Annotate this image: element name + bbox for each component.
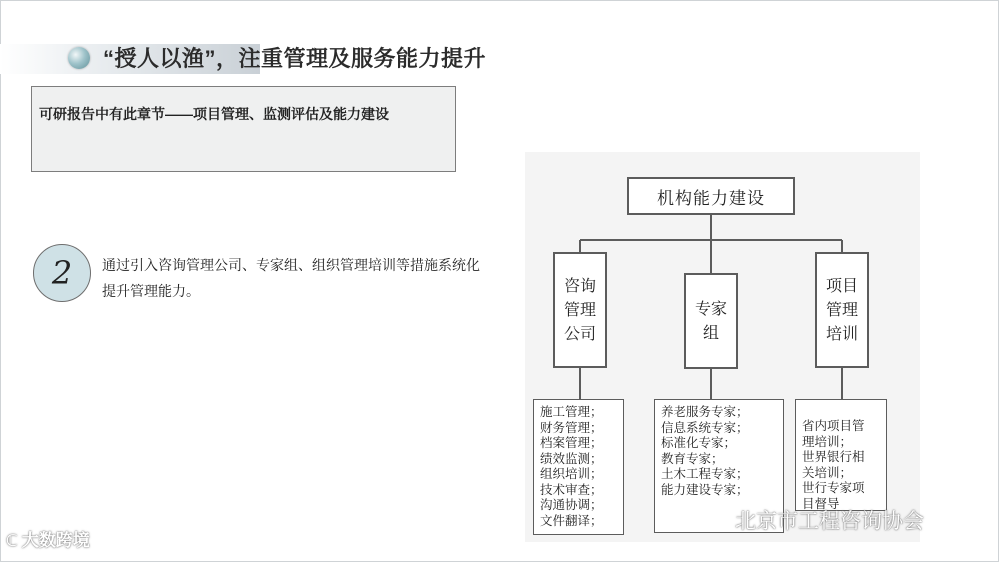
detail-item: 财务管理； — [540, 419, 603, 435]
org-root-label: 机构能力建设 — [657, 188, 765, 209]
branch-label-line: 管理 — [826, 300, 859, 319]
detail-item: 理培训； — [802, 433, 853, 449]
detail-item: 能力建设专家； — [661, 481, 749, 497]
org-root-box — [627, 177, 795, 215]
watermark-left — [6, 526, 90, 551]
branch-label-line: 培训 — [826, 324, 859, 343]
detail-item: 标准化专家； — [661, 435, 737, 450]
watermark-left-text: 大数跨境 — [21, 531, 90, 550]
org-branch-training — [815, 252, 869, 368]
detail-item: 文件翻译； — [540, 512, 603, 528]
detail-item: 世界银行相 — [802, 449, 865, 464]
step-number: 2 — [51, 254, 73, 292]
note-text: 可研报告中有此章节——项目管理、监测评估及能力建设 — [39, 106, 389, 122]
detail-item: 信息系统专家； — [661, 419, 749, 435]
watermark-logo-icon: ℂ — [6, 533, 18, 550]
slide-title: “授人以渔”，注重管理及服务能力提升 — [103, 46, 487, 71]
detail-box-consulting — [533, 399, 624, 535]
branch-label-line: 管理 — [564, 300, 597, 319]
detail-item: 世行专家项 — [802, 480, 865, 495]
branch-label-line: 公司 — [564, 324, 597, 343]
detail-item: 养老服务专家； — [661, 404, 749, 419]
branch-label-line: 专家 — [695, 299, 728, 318]
branch-label-line: 咨询 — [564, 276, 597, 295]
detail-item: 土木工程专家； — [661, 466, 749, 481]
watermark-right-text: 北京市工程咨询协会 — [735, 510, 924, 533]
detail-item: 绩效监测； — [540, 450, 603, 466]
branch-label-line: 项目 — [826, 276, 859, 295]
detail-box-training — [795, 399, 887, 511]
detail-item: 省内项目管 — [802, 418, 865, 433]
detail-item: 目督导 — [802, 495, 840, 511]
org-branch-consulting — [553, 252, 607, 368]
detail-item: 施工管理； — [540, 404, 603, 419]
detail-item: 档案管理； — [540, 435, 603, 450]
wechat-icon — [705, 510, 729, 530]
detail-item: 组织培训； — [540, 466, 603, 481]
detail-item: 沟通协调； — [540, 497, 603, 512]
description-text: 通过引入咨询管理公司、专家组、组织管理培训等措施系统化提升管理能力。 — [102, 257, 480, 299]
org-branch-experts — [684, 273, 738, 369]
branch-label-line: 组 — [702, 323, 719, 342]
detail-item: 关培训； — [802, 464, 853, 480]
watermark-right — [705, 505, 924, 535]
detail-item: 教育专家； — [661, 450, 724, 466]
detail-item: 技术审查； — [540, 481, 603, 497]
